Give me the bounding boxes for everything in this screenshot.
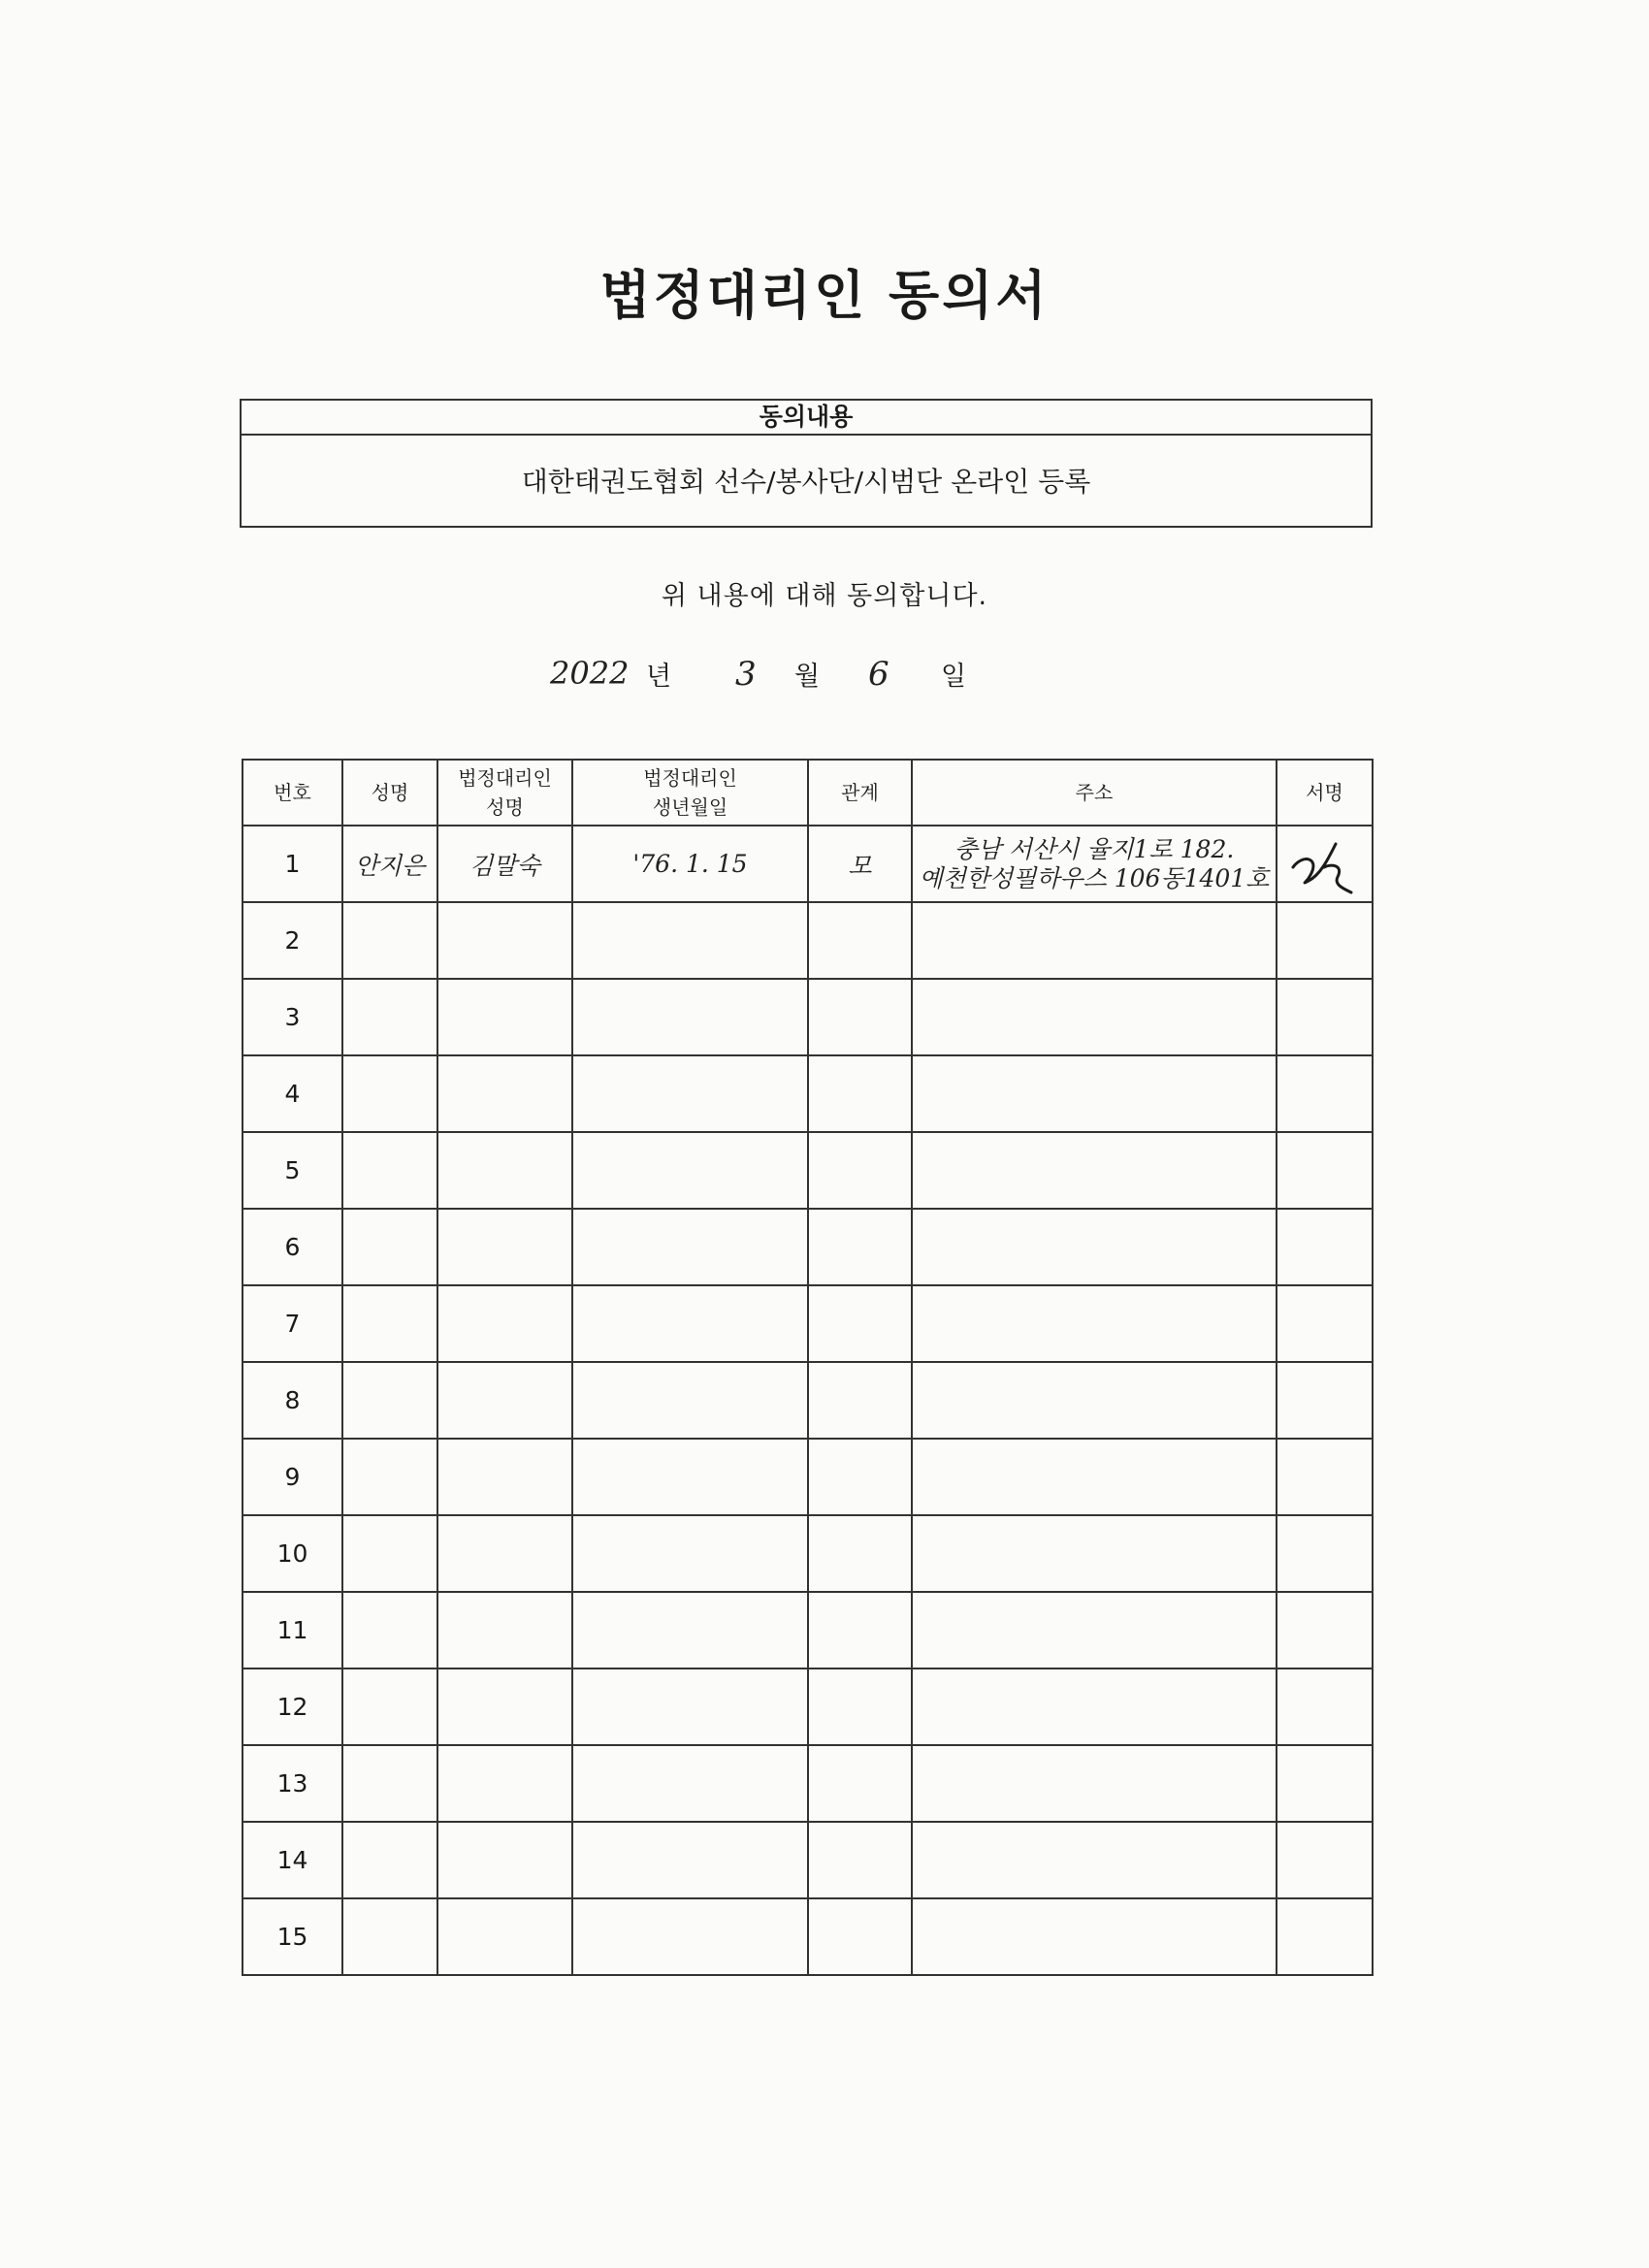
cell-no: 5 xyxy=(242,1132,342,1209)
date-month: 3 xyxy=(735,655,757,694)
table-row xyxy=(242,1132,1373,1209)
date-day-label: 일 xyxy=(941,662,967,692)
consent-text: 대한태권도협회 선수/봉사단/시범단 온라인 등록 xyxy=(521,466,1091,498)
cell-no: 12 xyxy=(242,1669,342,1745)
cell-address: 충남 서산시 율지1로 182. 예천한성필하우스 106동1401호 xyxy=(912,826,1277,902)
consent-box xyxy=(240,399,1373,528)
date-day: 6 xyxy=(868,655,889,694)
header-address: 주소 xyxy=(912,760,1277,826)
cell-name: 안지은 xyxy=(342,826,437,902)
cell-no: 3 xyxy=(242,979,342,1055)
signature-icon xyxy=(1281,830,1369,898)
header-relation: 관계 xyxy=(808,760,912,826)
date-year: 2022 xyxy=(550,655,630,692)
cell-no: 15 xyxy=(242,1898,342,1975)
table-row xyxy=(242,1898,1373,1975)
table-row xyxy=(242,1285,1373,1362)
table-row xyxy=(242,1439,1373,1515)
cell-signature xyxy=(1277,826,1373,902)
guardian-table xyxy=(242,759,1374,1976)
table-row xyxy=(242,1822,1373,1898)
header-signature: 서명 xyxy=(1277,760,1373,826)
cell-guardian-birth: '76. 1. 15 xyxy=(572,826,808,902)
table-row xyxy=(242,1592,1373,1669)
header-no: 번호 xyxy=(242,760,342,826)
cell-no: 11 xyxy=(242,1592,342,1669)
header-guardian-name: 법정대리인 성명 xyxy=(437,760,572,826)
table-row xyxy=(242,979,1373,1055)
agreement-text: 위 내용에 대해 동의합니다. xyxy=(661,581,988,611)
cell-no: 7 xyxy=(242,1285,342,1362)
consent-header: 동의내용 xyxy=(242,401,1371,436)
cell-relation: 모 xyxy=(808,826,912,902)
cell-no: 13 xyxy=(242,1745,342,1822)
cell-no: 6 xyxy=(242,1209,342,1285)
cell-no: 10 xyxy=(242,1515,342,1592)
date-year-label: 년 xyxy=(646,662,672,692)
table-row xyxy=(242,1362,1373,1439)
cell-no: 14 xyxy=(242,1822,342,1898)
cell-no: 8 xyxy=(242,1362,342,1439)
table-row xyxy=(242,1209,1373,1285)
table-header-row xyxy=(242,760,1373,826)
cell-no: 4 xyxy=(242,1055,342,1132)
cell-guardian-name: 김말숙 xyxy=(437,826,572,902)
cell-no: 9 xyxy=(242,1439,342,1515)
page-title: 법정대리인 동의서 xyxy=(599,265,1050,326)
cell-no: 2 xyxy=(242,902,342,979)
header-guardian-birth: 법정대리인 생년월일 xyxy=(572,760,808,826)
cell-no: 1 xyxy=(242,826,342,902)
header-name: 성명 xyxy=(342,760,437,826)
table-row xyxy=(242,902,1373,979)
table-row xyxy=(242,1515,1373,1592)
table-row xyxy=(242,826,1373,902)
date-month-label: 월 xyxy=(794,662,821,692)
table-row xyxy=(242,1745,1373,1822)
table-row xyxy=(242,1669,1373,1745)
table-row xyxy=(242,1055,1373,1132)
